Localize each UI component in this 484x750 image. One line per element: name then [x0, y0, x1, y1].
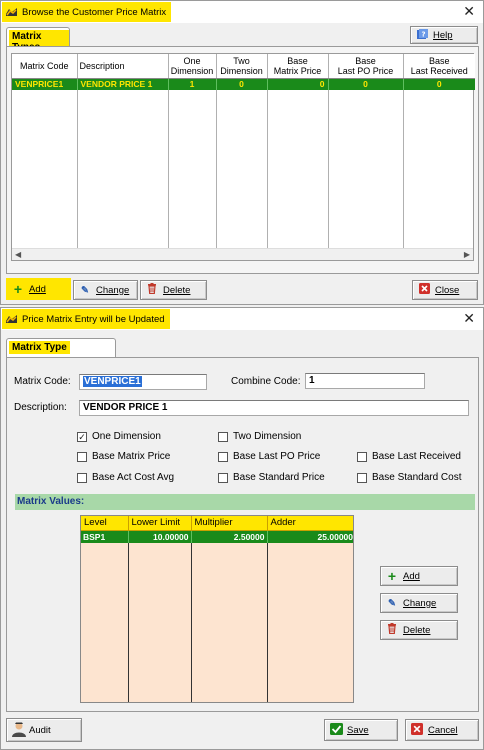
table-row[interactable]: [12, 78, 475, 90]
cell-two-dimension: 0: [216, 78, 267, 90]
horizontal-scrollbar[interactable]: [12, 248, 473, 260]
values-delete-button[interactable]: [380, 620, 458, 640]
matrix-types-table: [12, 54, 475, 90]
base-last-received-checkbox[interactable]: Base Last Received: [357, 451, 461, 462]
col-base-last-po-price[interactable]: Base Last PO Price: [328, 54, 403, 78]
grid-divider: [191, 516, 192, 702]
browse-title: [2, 2, 171, 22]
cell-base-matrix-price: 0: [267, 78, 328, 90]
cell-multiplier: 2.50000: [191, 530, 267, 543]
browse-titlebar: [1, 1, 483, 23]
auditor-icon: [11, 721, 25, 740]
tab-matrix-type-label: Matrix Type: [9, 341, 70, 354]
table-row[interactable]: [81, 530, 354, 543]
matrix-code-field[interactable]: VENPRICE1: [79, 374, 207, 390]
two-dimension-checkbox[interactable]: Two Dimension: [218, 431, 301, 442]
audit-button[interactable]: [6, 718, 82, 742]
values-add-button[interactable]: [380, 566, 458, 586]
col-two-dimension[interactable]: Two Dimension: [216, 54, 267, 78]
matrix-values-header: [15, 494, 475, 510]
col-level[interactable]: Level: [81, 516, 128, 530]
entry-close-icon[interactable]: ✕: [463, 310, 475, 326]
col-one-dimension[interactable]: One Dimension: [168, 54, 216, 78]
col-multiplier[interactable]: Multiplier: [191, 516, 267, 530]
trash-icon: [385, 623, 399, 637]
delete-label: Delete: [163, 284, 191, 296]
close-label: Close: [435, 284, 460, 296]
values-change-button[interactable]: [380, 593, 458, 613]
base-act-cost-avg-checkbox[interactable]: Base Act Cost Avg: [77, 472, 174, 483]
close-x-icon: [410, 723, 424, 738]
combine-code-field[interactable]: 1: [305, 373, 425, 389]
cancel-button[interactable]: [405, 719, 479, 741]
matrix-types-grid: [11, 53, 474, 261]
description-field[interactable]: VENDOR PRICE 1: [79, 400, 469, 416]
cell-matrix-code: VENPRICE1: [12, 78, 77, 90]
delete-button[interactable]: [140, 280, 207, 300]
matrix-values-label: Matrix Values:: [17, 496, 85, 507]
col-base-last-received[interactable]: Base Last Received: [403, 54, 475, 78]
values-add-label: Add: [403, 570, 420, 582]
col-base-matrix-price[interactable]: Base Matrix Price: [267, 54, 328, 78]
trash-icon: [145, 283, 159, 297]
cell-description: VENDOR PRICE 1: [77, 78, 168, 90]
check-icon: ✓: [78, 431, 86, 442]
plus-icon: +: [13, 281, 23, 297]
browse-close-icon[interactable]: ✕: [463, 3, 475, 19]
values-header-row: [81, 516, 354, 530]
matrix-code-label: Matrix Code:: [14, 376, 71, 387]
values-delete-label: Delete: [403, 624, 431, 636]
tab-matrix-type[interactable]: [6, 338, 116, 358]
base-matrix-price-checkbox[interactable]: Base Matrix Price: [77, 451, 170, 462]
plus-icon: +: [387, 568, 397, 584]
browse-title-text: Browse the Customer Price Matrix: [22, 6, 167, 18]
help-button[interactable]: [410, 26, 478, 44]
help-label: Help: [433, 29, 453, 41]
cell-base-last-po-price: 0: [328, 78, 403, 90]
change-button[interactable]: [73, 280, 138, 300]
entry-window: [0, 307, 484, 750]
base-standard-price-checkbox[interactable]: Base Standard Price: [218, 472, 325, 483]
entry-panel: [6, 357, 479, 712]
browse-panel: [6, 46, 479, 274]
col-matrix-code[interactable]: Matrix Code: [12, 54, 77, 78]
save-label: Save: [347, 724, 369, 736]
add-button[interactable]: [6, 278, 71, 300]
col-description[interactable]: Description: [77, 54, 168, 78]
base-standard-cost-checkbox[interactable]: Base Standard Cost: [357, 472, 462, 483]
base-last-po-price-checkbox[interactable]: Base Last PO Price: [218, 451, 320, 462]
app-icon: [5, 7, 18, 18]
tab-matrix-types-label: Matrix: [9, 30, 69, 54]
description-label: Description:: [14, 402, 67, 413]
add-label: Add: [29, 283, 46, 295]
svg-text:?: ?: [421, 30, 426, 38]
scroll-left-icon[interactable]: ◀: [15, 250, 22, 259]
close-button[interactable]: [412, 280, 478, 300]
values-change-label: Change: [403, 597, 437, 609]
col-adder[interactable]: Adder: [267, 516, 354, 530]
entry-title-text: Price Matrix Entry will be Updated: [22, 313, 165, 325]
cell-adder: 25.00000: [267, 530, 354, 543]
cell-one-dimension: 1: [168, 78, 216, 90]
one-dimension-checkbox[interactable]: ✓ One Dimension: [78, 431, 161, 442]
help-icon: [415, 28, 429, 43]
change-label: Change: [96, 284, 130, 296]
close-x-icon: [417, 283, 431, 297]
browse-window: [0, 0, 484, 305]
matrix-values-table: [81, 516, 354, 543]
pencil-icon: ✎: [81, 284, 89, 296]
matrix-values-grid: [80, 515, 354, 703]
cancel-label: Cancel: [428, 724, 458, 736]
cell-lower-limit: 10.00000: [128, 530, 191, 543]
grid-divider: [128, 516, 129, 702]
checkmark-icon: [329, 723, 343, 738]
cell-level: BSP1: [81, 530, 128, 543]
combine-code-label: Combine Code:: [231, 376, 301, 387]
audit-label: Audit: [29, 724, 51, 736]
pencil-icon: ✎: [388, 597, 396, 609]
entry-title: [2, 309, 170, 329]
scroll-right-icon[interactable]: ▶: [463, 250, 470, 259]
grid-divider: [267, 516, 268, 702]
table-header-row: [12, 54, 475, 78]
cell-base-last-received: 0: [403, 78, 475, 90]
save-button[interactable]: [324, 719, 398, 741]
tab-matrix-types[interactable]: [6, 27, 70, 47]
app-icon: [5, 314, 18, 325]
col-lower-limit[interactable]: Lower Limit: [128, 516, 191, 530]
entry-titlebar: [1, 308, 483, 330]
